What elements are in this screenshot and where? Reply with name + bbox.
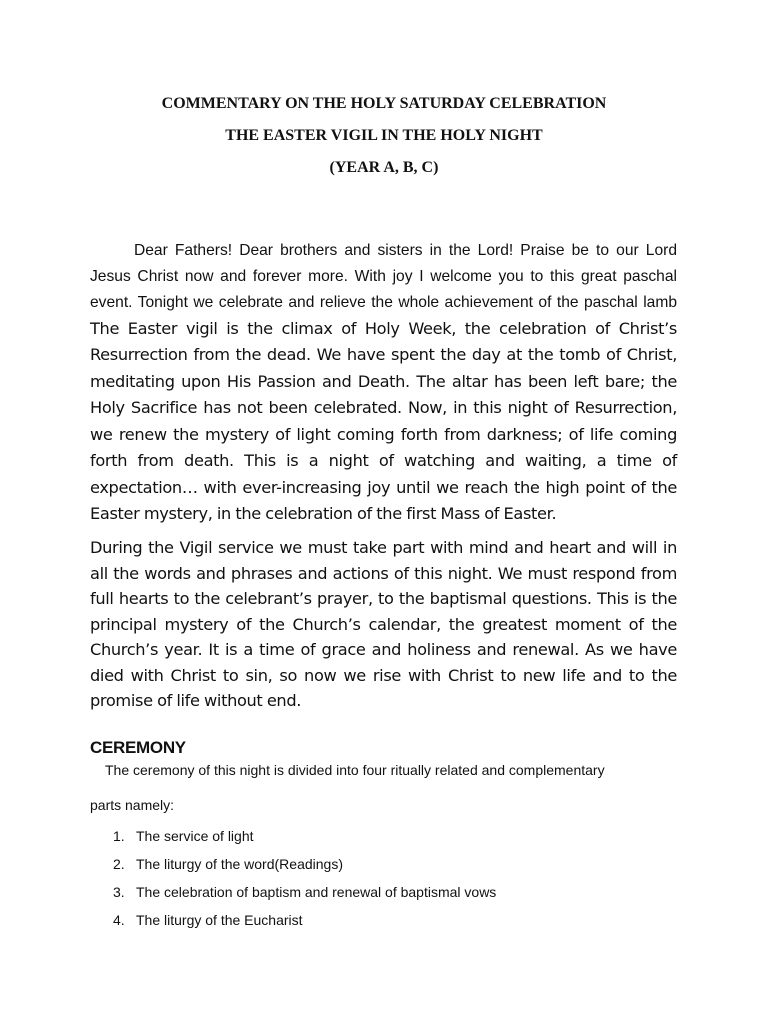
title-line-3: (YEAR A, B, C) <box>329 159 439 176</box>
ceremony-intro-line-1: The ceremony of this night is divided into four ritually related and complementary <box>105 762 605 778</box>
ceremony-intro-line-2: parts namely: <box>90 797 175 813</box>
list-item <box>113 882 496 910</box>
ceremony-heading: CEREMONY <box>90 738 186 757</box>
list-item <box>113 826 496 854</box>
list-number: 2. <box>113 856 125 872</box>
title-line-1: COMMENTARY ON THE HOLY SATURDAY CELEBRATION <box>161 95 607 112</box>
list-item <box>113 854 496 882</box>
greeting-text: Dear Fathers! Dear brothers and sisters in the Lord! Praise be to our Lord Jesus Christ now and forever more. With joy I welcome you to this great paschal event. Tonight we celebrate and relieve the whole achievement of the paschal lamb <box>90 242 677 311</box>
list-number: 4. <box>113 912 125 928</box>
vigil-description: The Easter vigil is the climax of Holy Week, the celebration of Christ’s Resurrection from the dead. We have spent the day at the tomb of Christ, meditating upon His Passion and Death. The altar has been left bare; the Holy Sacrifice has not been celebrated. Now, in this night of Resurrection, we renew the mystery of light coming forth from darkness; of life coming forth from death. This is a night of watching and waiting, a time of expectation… with ever-increasing joy until we reach the high point of the Easter mystery, in the celebration of the first Mass of Easter. <box>90 318 677 523</box>
list-text: The liturgy of the word(Readings) <box>136 856 343 872</box>
list-text: The liturgy of the Eucharist <box>136 912 303 928</box>
intro-paragraph <box>90 238 677 528</box>
list-text: The celebration of baptism and renewal of baptismal vows <box>136 884 497 900</box>
list-number: 1. <box>113 828 125 844</box>
list-number: 3. <box>113 884 125 900</box>
ceremony-parts-list <box>113 826 496 938</box>
vigil-paragraph: During the Vigil service we must take part with mind and heart and will in all the words and phrases and actions of this night. We must respond from full hearts to the celebrant’s prayer, to the baptismal questions. This is the principal mystery of the Church’s calendar, the greatest moment of the Church’s year. It is a time of grace and holiness and renewal. As we have died with Christ to sin, so now we rise with Christ to new life and to the promise of life without end. <box>90 538 677 710</box>
list-item <box>113 910 496 938</box>
list-text: The service of light <box>136 828 254 844</box>
title-line-2: THE EASTER VIGIL IN THE HOLY NIGHT <box>225 127 543 144</box>
